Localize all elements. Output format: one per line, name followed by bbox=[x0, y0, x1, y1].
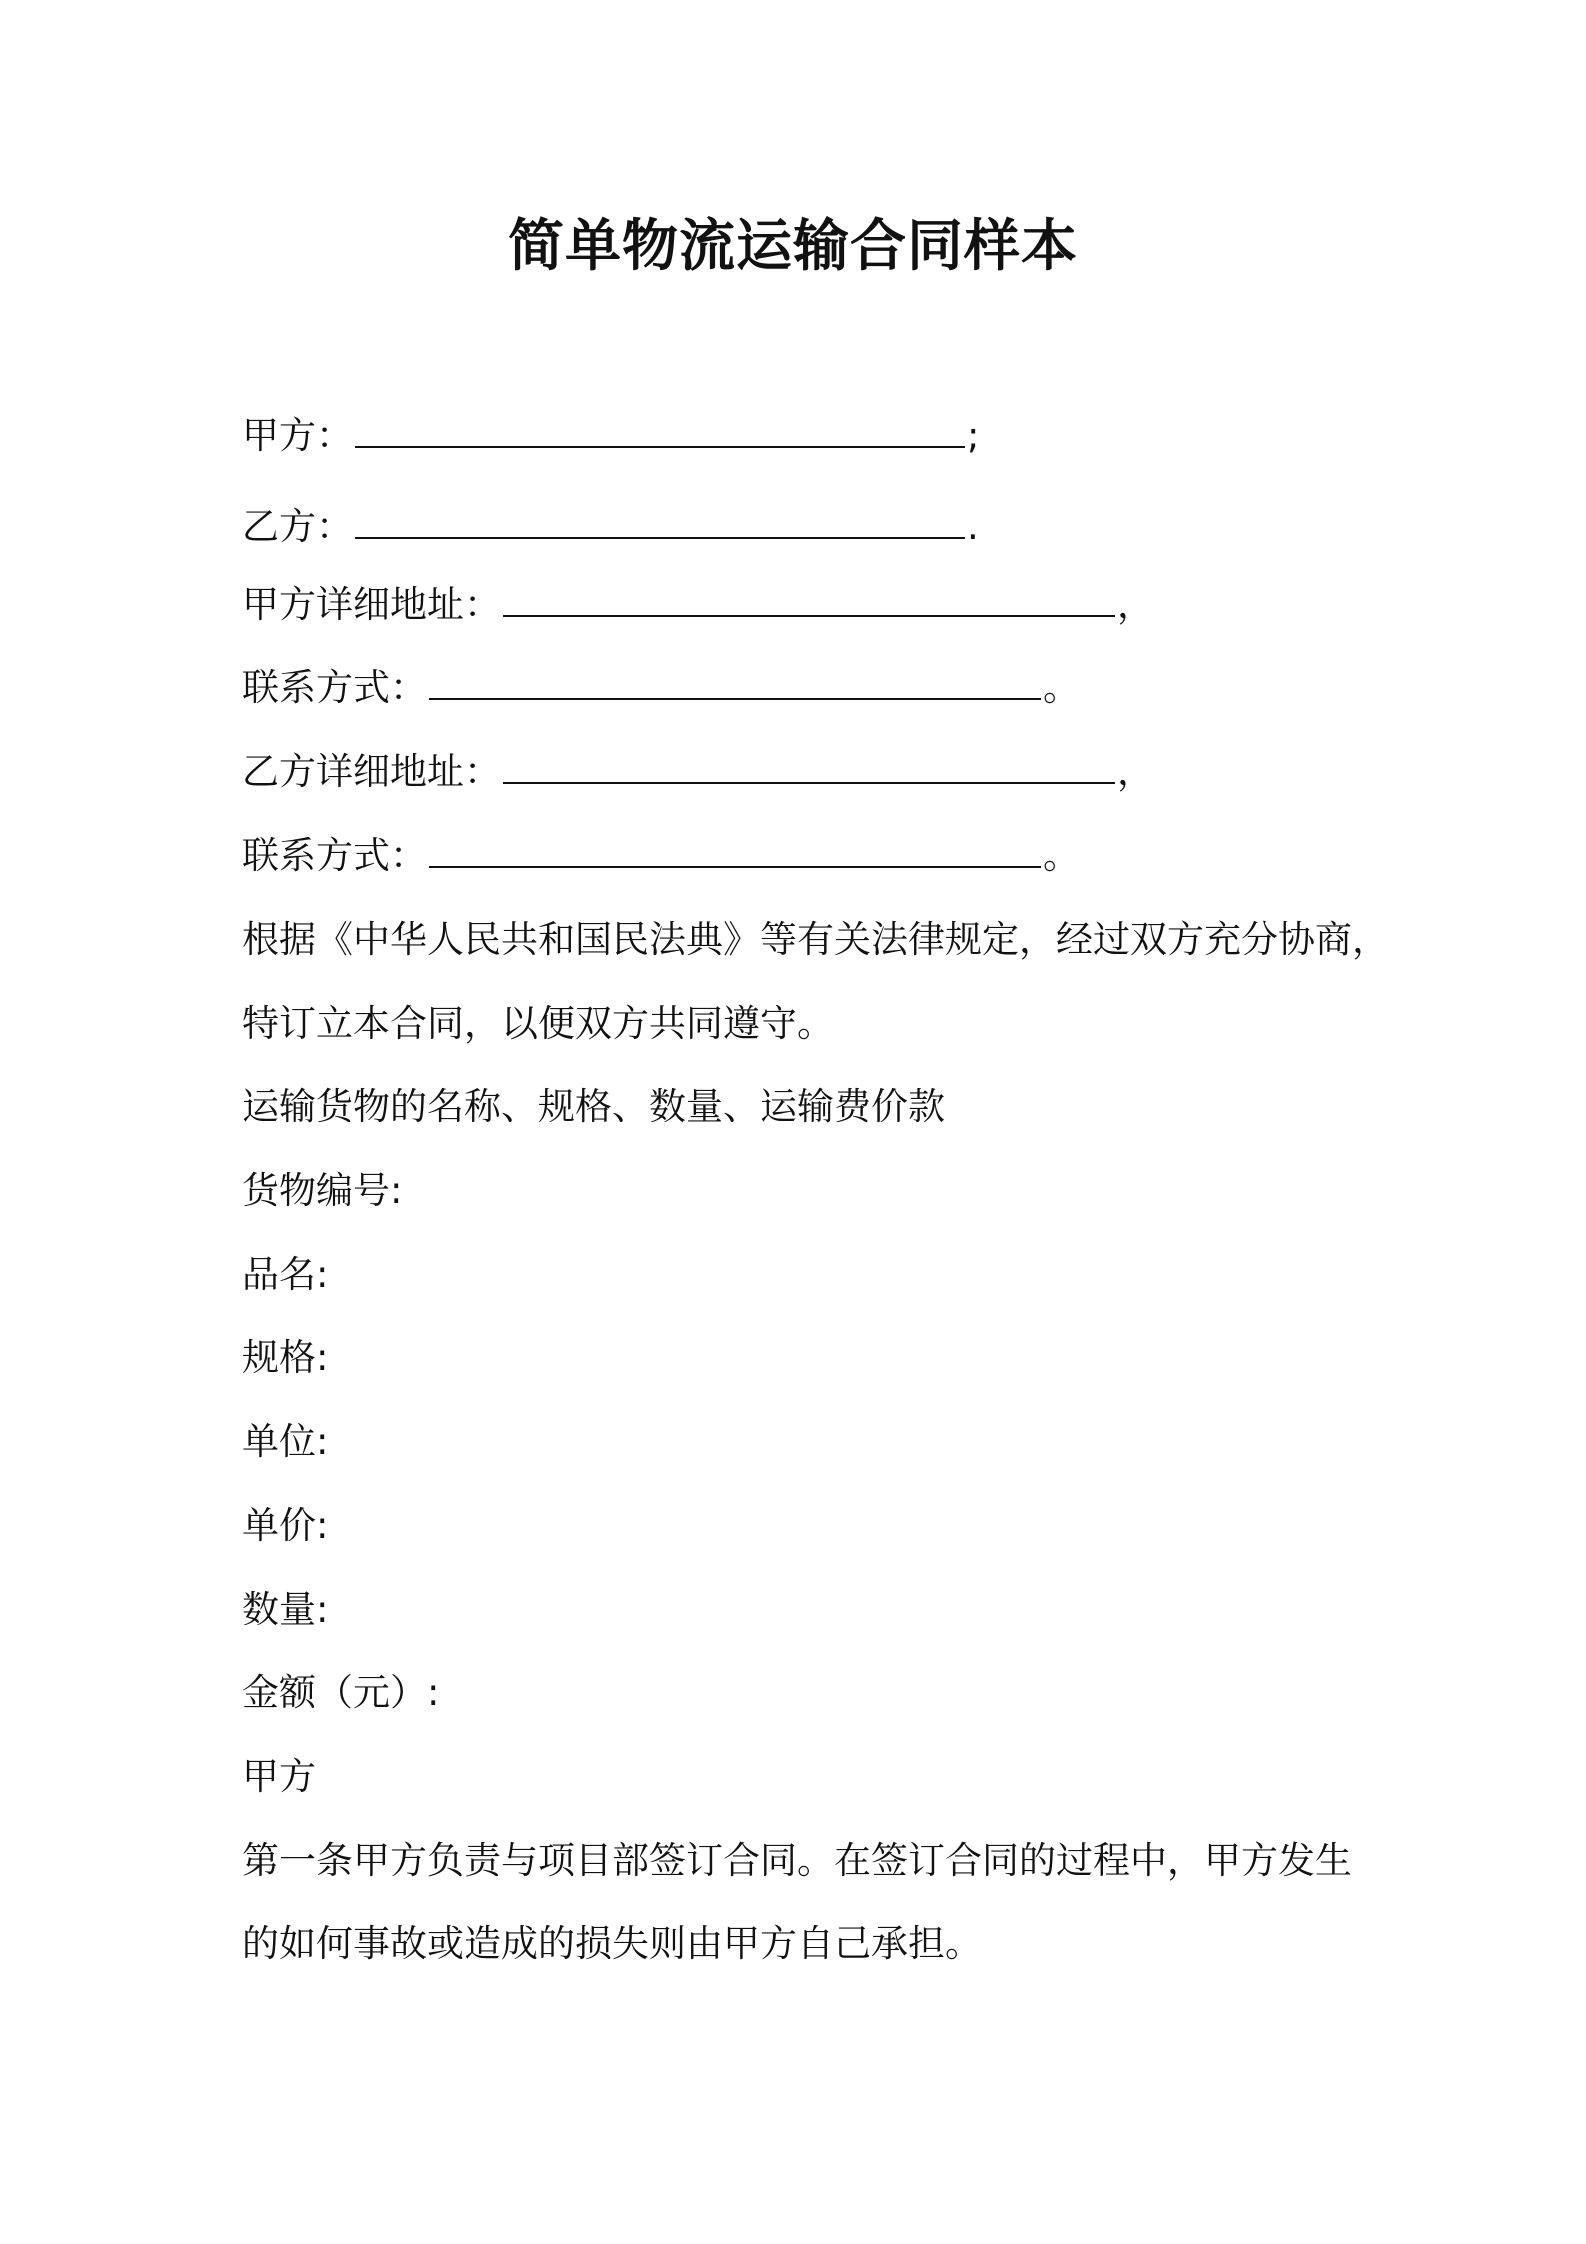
goods-heading: 运输货物的名称、规格、数量、运输费价款 bbox=[242, 1085, 945, 1128]
party-b-address-line bbox=[242, 748, 1154, 796]
party-a-address-blank[interactable] bbox=[503, 581, 1115, 617]
party-a-contact-label: 联系方式： bbox=[242, 666, 427, 709]
party-a-contact-line bbox=[242, 664, 1080, 712]
goods-field-spec: 规格: bbox=[242, 1336, 329, 1379]
party-b-contact-label: 联系方式： bbox=[242, 834, 427, 877]
goods-field-name: 品名: bbox=[242, 1253, 329, 1296]
party-b-blank[interactable] bbox=[355, 503, 965, 539]
party-a-contact-end: 。 bbox=[1043, 666, 1080, 709]
clause-1-line-2: 的如何事故或造成的损失则由甲方自己承担。 bbox=[242, 1922, 982, 1965]
party-b-contact-end: 。 bbox=[1043, 834, 1080, 877]
party-b-label: 乙方： bbox=[242, 505, 353, 548]
party-b-line bbox=[242, 503, 979, 551]
goods-field-unit: 单位: bbox=[242, 1420, 329, 1463]
goods-field-number: 货物编号: bbox=[242, 1169, 403, 1212]
party-b-contact-line bbox=[242, 832, 1080, 880]
party-a-blank[interactable] bbox=[355, 412, 965, 448]
preamble-line-2: 特订立本合同，以便双方共同遵守。 bbox=[242, 1002, 834, 1045]
goods-field-quantity: 数量: bbox=[242, 1588, 329, 1631]
goods-field-unit-price: 单价: bbox=[242, 1504, 329, 1547]
party-a-line bbox=[242, 412, 979, 460]
party-a-heading: 甲方 bbox=[242, 1755, 316, 1798]
party-b-end: . bbox=[967, 505, 979, 548]
preamble-line-1: 根据《中华人民共和国民法典》等有关法律规定，经过双方充分协商， bbox=[242, 918, 1389, 961]
clause-1-line-1: 第一条甲方负责与项目部签订合同。在签订合同的过程中，甲方发生 bbox=[242, 1839, 1352, 1882]
party-a-address-line bbox=[242, 581, 1154, 629]
party-a-end: ; bbox=[967, 414, 980, 457]
party-b-address-end: ， bbox=[1117, 750, 1154, 793]
party-a-address-label: 甲方详细地址： bbox=[242, 583, 501, 626]
party-b-contact-blank[interactable] bbox=[429, 832, 1041, 868]
party-a-contact-blank[interactable] bbox=[429, 664, 1041, 700]
party-b-address-blank[interactable] bbox=[503, 748, 1115, 784]
party-b-address-label: 乙方详细地址： bbox=[242, 750, 501, 793]
document-title: 简单物流运输合同样本 bbox=[508, 214, 1078, 279]
party-a-label: 甲方： bbox=[242, 414, 353, 457]
goods-field-amount: 金额（元）: bbox=[242, 1671, 440, 1714]
party-a-address-end: ， bbox=[1117, 583, 1154, 626]
